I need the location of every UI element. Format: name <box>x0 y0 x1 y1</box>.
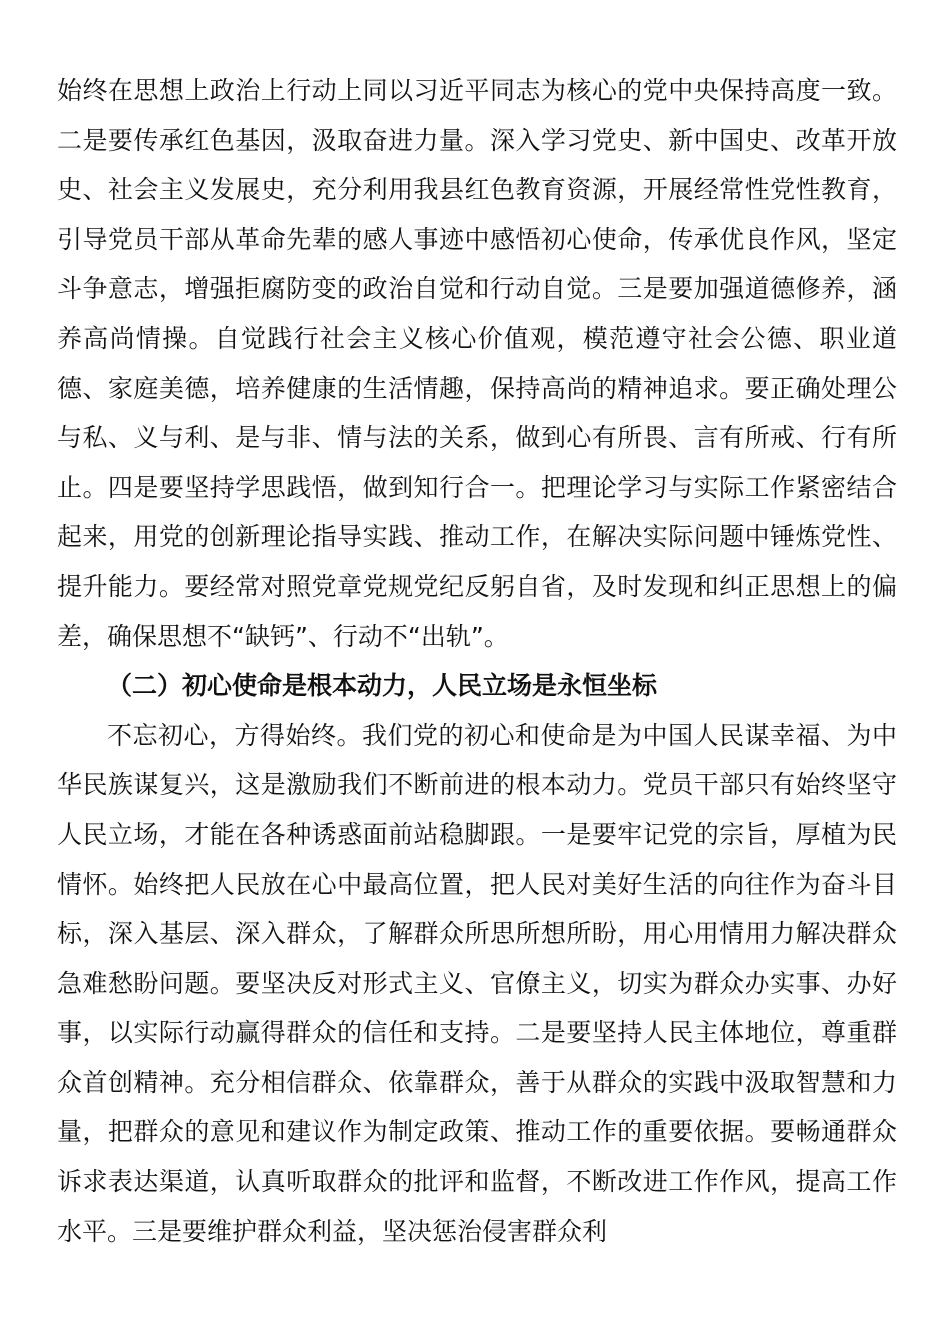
document-body <box>57 66 897 1256</box>
section-heading: （二）初心使命是根本动力，人民立场是永恒坐标 <box>107 671 658 701</box>
paragraph-section-2: 不忘初心，方得始终。我们党的初心和使命是为中国人民谋幸福、为中华民族谋复兴，这是激励我们不断前进的根本动力。党员干部只有始终坚守人民立场，才能在各种诱惑面前站稳脚跟。一是要牢记党的宗旨，厚植为民情怀。始终把人民放在心中最高位置，把人民对美好生活的向往作为奋斗目标，深入基层、深入群众，了解群众所思所想所盼，用心用情用力解决群众急难愁盼问题。要坚决反对形式主义、官僚主义，切实为群众办实事、办好事，以实际行动赢得群众的信任和支持。二是要坚持人民主体地位，尊重群众首创精神。充分相信群众、依靠群众，善于从群众的实践中汲取智慧和力量，把群众的意见和建议作为制定政策、推动工作的重要依据。要畅通群众诉求表达渠道，认真听取群众的批评和监督，不断改进工作作风，提高工作水平。三是要维护群众利益，坚决惩治侵害群众利 <box>57 720 897 1246</box>
paragraph-continued: 始终在思想上政治上行动上同以习近平同志为核心的党中央保持高度一致。二是要传承红色基因，汲取奋进力量。深入学习党史、新中国史、改革开放史、社会主义发展史，充分利用我县红色教育资源，开展经常性党性教育，引导党员干部从革命先辈的感人事迹中感悟初心使命，传承优良作风，坚定斗争意志，增强拒腐防变的政治自觉和行动自觉。三是要加强道德修养，涵养高尚情操。自觉践行社会主义核心价值观，模范遵守社会公德、职业道德、家庭美德，培养健康的生活情趣，保持高尚的精神追求。要正确处理公与私、义与利、是与非、情与法的关系，做到心有所畏、言有所戒、行有所止。四是要坚持学思践悟，做到知行合一。把理论学习与实际工作紧密结合起来，用党的创新理论指导实践、推动工作，在解决实际问题中锤炼党性、提升能力。要经常对照党章党规党纪反躬自省，及时发现和纠正思想上的偏差，确保思想不“缺钙”、行动不“出轨”。 <box>57 76 897 651</box>
